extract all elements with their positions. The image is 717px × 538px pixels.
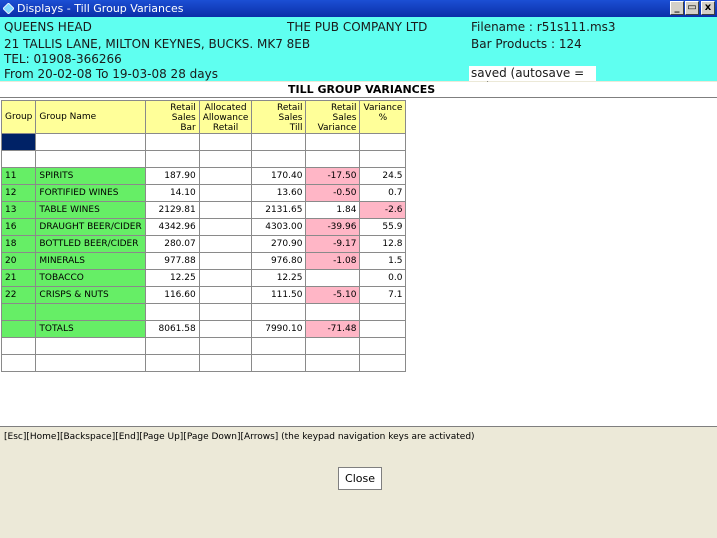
maximize-button[interactable]: ▭ [685,1,699,15]
table-cell[interactable] [36,355,145,372]
group-code-cell[interactable]: 22 [2,287,36,304]
table-cell[interactable] [2,355,36,372]
table-panel [0,97,717,427]
retail-till-cell[interactable]: 976.80 [252,253,306,270]
totals-row[interactable] [2,321,406,338]
table-cell[interactable] [199,321,252,338]
variance-pct-cell[interactable]: 55.9 [360,219,406,236]
header-line: Variance [363,103,403,113]
group-code-cell[interactable]: 13 [2,202,36,219]
allocated-cell[interactable] [199,253,252,270]
group-code-cell[interactable]: 12 [2,185,36,202]
retail-till-cell[interactable]: 13.60 [252,185,306,202]
table-row[interactable] [2,270,406,287]
table-cell[interactable] [252,134,306,151]
table-cell[interactable] [252,355,306,372]
table-row[interactable] [2,219,406,236]
header-line: Sales [332,113,357,123]
autosave-status: saved (autosave = [469,66,596,81]
retail-bar-cell[interactable]: 2129.81 [145,202,199,219]
table-cell[interactable] [252,304,306,321]
col-header-retail-sales-till[interactable] [252,101,306,134]
allocated-cell[interactable] [199,168,252,185]
table-row-cursor[interactable] [2,134,406,151]
retail-till-cell[interactable]: 2131.65 [252,202,306,219]
allocated-cell[interactable] [199,219,252,236]
header-line: Sales [171,113,196,123]
group-name-cell[interactable]: DRAUGHT BEER/CIDER [36,219,145,236]
keyboard-hint: [Esc][Home][Backspace][End][Page Up][Page Down][Arrows] (the keypad navigation keys are activated) [4,432,475,442]
col-header-retail-sales-variance[interactable] [306,101,360,134]
table-row-empty[interactable] [2,355,406,372]
allocated-cell[interactable] [199,202,252,219]
variance-pct-cell[interactable]: 12.8 [360,236,406,253]
table-cell[interactable] [360,151,406,168]
variance-cell[interactable]: -39.96 [306,219,360,236]
totals-label-cell[interactable]: TOTALS [36,321,145,338]
table-cell[interactable] [36,338,145,355]
filename-label: Filename : r51s111.ms3 [471,20,616,34]
table-cell[interactable] [145,134,199,151]
table-cell[interactable] [199,355,252,372]
table-cell[interactable] [36,304,145,321]
table-cell[interactable] [252,151,306,168]
col-header-variance-percent[interactable] [360,101,406,134]
retail-till-cell[interactable]: 170.40 [252,168,306,185]
header-line: Retail [212,123,239,133]
table-cell[interactable] [36,134,145,151]
venue-phone: TEL: 01908-366266 [4,52,122,66]
variance-pct-cell[interactable]: 0.0 [360,270,406,287]
window-title: Displays - Till Group Variances [17,2,184,15]
variance-table [1,100,406,372]
table-row[interactable] [2,287,406,304]
selected-cell[interactable] [2,134,36,151]
table-row-empty[interactable] [2,338,406,355]
variance-cell[interactable]: -9.17 [306,236,360,253]
table-cell[interactable] [306,304,360,321]
table-cell[interactable] [145,304,199,321]
table-cell[interactable] [252,338,306,355]
table-cell[interactable] [2,151,36,168]
minimize-button[interactable]: _ [670,1,684,15]
close-window-button[interactable]: x [701,1,715,15]
header-line: Allocated [204,103,247,113]
header-line: Retail [331,103,357,113]
variance-pct-cell[interactable]: 7.1 [360,287,406,304]
header-line: Sales [278,113,303,123]
retail-till-cell[interactable]: 12.25 [252,270,306,287]
table-cell[interactable] [36,151,145,168]
group-code-cell[interactable]: 16 [2,219,36,236]
table-row[interactable] [2,253,406,270]
allocated-cell[interactable] [199,185,252,202]
group-code-cell[interactable]: 20 [2,253,36,270]
variance-pct-cell[interactable]: -2.6 [360,202,406,219]
totals-till-cell[interactable]: 7990.10 [252,321,306,338]
totals-bar-cell[interactable]: 8061.58 [145,321,199,338]
table-cell[interactable] [2,338,36,355]
close-button[interactable]: Close [338,467,382,490]
variance-cell[interactable]: -1.08 [306,253,360,270]
table-cell[interactable] [360,338,406,355]
variance-pct-cell[interactable]: 24.5 [360,168,406,185]
app-icon [3,3,14,14]
variance-cell[interactable]: -17.50 [306,168,360,185]
retail-bar-cell[interactable]: 12.25 [145,270,199,287]
table-cell[interactable] [2,304,36,321]
retail-bar-cell[interactable]: 977.88 [145,253,199,270]
col-header-allocated-allowance[interactable] [199,101,252,134]
table-cell[interactable] [306,338,360,355]
group-name-cell[interactable]: MINERALS [36,253,145,270]
table-row-spacer[interactable] [2,151,406,168]
table-cell[interactable] [145,355,199,372]
group-name-cell[interactable]: CRISPS & NUTS [36,287,145,304]
col-header-retail-sales-bar[interactable] [145,101,199,134]
table-cell[interactable] [199,304,252,321]
group-name-cell[interactable]: TABLE WINES [36,202,145,219]
retail-bar-cell[interactable]: 116.60 [145,287,199,304]
report-period: From 20-02-08 To 19-03-08 28 days [4,67,218,81]
group-name-cell[interactable]: SPIRITS [36,168,145,185]
col-header-group[interactable]: Group [2,101,36,134]
retail-bar-cell[interactable]: 4342.96 [145,219,199,236]
retail-till-cell[interactable]: 270.90 [252,236,306,253]
table-row[interactable] [2,236,406,253]
table-cell[interactable] [360,355,406,372]
table-cell[interactable] [360,304,406,321]
retail-bar-cell[interactable]: 14.10 [145,185,199,202]
table-cell[interactable] [360,321,406,338]
table-cell[interactable] [2,321,36,338]
allocated-cell[interactable] [199,287,252,304]
header-line: Retail [277,103,303,113]
report-title: TILL GROUP VARIANCES [288,83,436,96]
table-cell[interactable] [199,151,252,168]
table-row[interactable] [2,185,406,202]
venue-address: 21 TALLIS LANE, MILTON KEYNES, BUCKS. MK7 8EB [4,37,311,51]
table-cell[interactable] [306,355,360,372]
retail-till-cell[interactable]: 111.50 [252,287,306,304]
retail-till-cell[interactable]: 4303.00 [252,219,306,236]
table-row[interactable] [2,202,406,219]
group-code-cell[interactable]: 21 [2,270,36,287]
bar-products-count: Bar Products : 124 [471,37,582,51]
variance-cell[interactable] [306,270,360,287]
group-code-cell[interactable]: 11 [2,168,36,185]
allocated-cell[interactable] [199,270,252,287]
header-line: Bar [180,123,196,133]
retail-bar-cell[interactable]: 280.07 [145,236,199,253]
table-cell[interactable] [145,338,199,355]
allocated-cell[interactable] [199,236,252,253]
company-name: THE PUB COMPANY LTD [287,20,428,34]
col-header-group-name[interactable]: Group Name [36,101,145,134]
retail-bar-cell[interactable]: 187.90 [145,168,199,185]
group-code-cell[interactable]: 18 [2,236,36,253]
table-cell[interactable] [306,151,360,168]
table-cell[interactable] [145,151,199,168]
variance-cell[interactable]: -0.50 [306,185,360,202]
report-header [0,17,717,81]
venue-name: QUEENS HEAD [4,20,92,34]
totals-variance-cell[interactable]: -71.48 [306,321,360,338]
variance-cell[interactable]: -5.10 [306,287,360,304]
group-name-cell[interactable]: TOBACCO [36,270,145,287]
header-line: % [378,113,388,123]
table-row-spacer[interactable] [2,304,406,321]
table-header-row [2,101,406,134]
group-name-cell[interactable]: FORTIFIED WINES [36,185,145,202]
report-title-bar [0,82,717,97]
variance-cell[interactable]: 1.84 [306,202,360,219]
table-cell[interactable] [199,134,252,151]
title-bar [0,0,717,17]
header-line: Allowance [202,113,249,123]
header-line: Retail [170,103,196,113]
header-line: Till [289,123,303,133]
table-row[interactable] [2,168,406,185]
table-cell[interactable] [306,134,360,151]
variance-pct-cell[interactable]: 1.5 [360,253,406,270]
variance-pct-cell[interactable]: 0.7 [360,185,406,202]
table-cell[interactable] [360,134,406,151]
group-name-cell[interactable]: BOTTLED BEER/CIDER [36,236,145,253]
table-cell[interactable] [199,338,252,355]
header-line: Variance [317,123,357,133]
